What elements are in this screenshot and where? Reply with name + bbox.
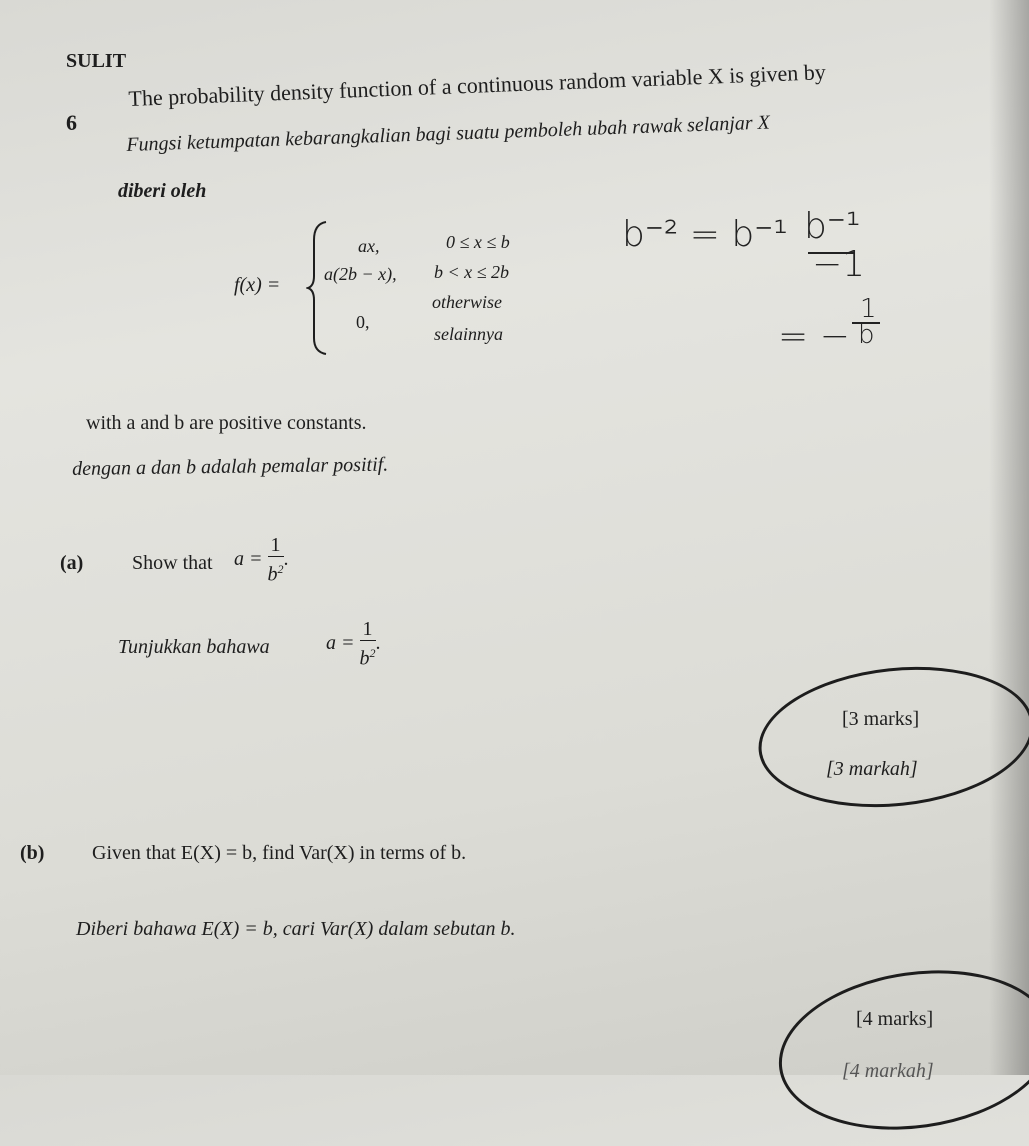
part-a-lhs-my: a = [326,631,355,654]
pdf-lhs: f(x) = [234,274,281,296]
part-a-num-my: 1 [360,618,376,641]
part-b-marks-my: [4 markah] [842,1060,934,1082]
sulit-label: SULIT [66,50,127,72]
part-a-label: (a) [60,552,84,574]
handwritten-result-den: b [858,320,875,350]
part-a-formula: a = $\frac{1}{b^2}$ . [234,534,289,586]
question-intro-my-2: diberi oleh [118,180,207,202]
question-number: 6 [66,110,77,135]
handwritten-frac-top: b⁻¹ [804,206,861,247]
handwritten-frac-bottom: −1 [812,244,866,285]
handwritten-result-prefix: = − [778,316,850,357]
question-intro-en: The probability density function of a continuous random variable X is given by [128,59,827,111]
part-a-formula-my: a = $\frac{1}{b^2}$ . [326,618,381,670]
part-b-marks-en: [4 marks] [856,1008,934,1030]
part-a-marks-my: [3 markah] [826,758,918,780]
part-b-text-my: Diberi bahawa E(X) = b, cari Var(X) dalam sebutan b. [76,918,516,940]
part-a-fraction-my [360,618,376,671]
part-a-lhs: a = [234,547,263,570]
question-intro-my: Fungsi ketumpatan kebarangkalian bagi suatu pemboleh ubah rawak selanjar X [126,111,771,156]
part-a-exp: 2 [277,562,284,576]
part-a-den-my: b [359,647,370,670]
pdf-case2-expr: a(2b − x), [324,264,397,284]
pdf-brace [306,220,328,356]
constants-en: with a and b are positive constants. [86,412,367,434]
pdf-case3-expr: 0, [356,312,370,332]
pdf-case1-cond: 0 ≤ x ≤ b [446,232,510,252]
part-a-marks-en: [3 marks] [842,708,920,730]
pdf-case3-cond-en: otherwise [432,292,502,312]
handwritten-equation: b⁻² = b⁻¹ [622,214,788,255]
handwritten-result-num: 1 [860,294,877,324]
part-a-exp-my: 2 [369,646,376,660]
part-a-den: b [267,563,278,586]
part-a-text-my: Tunjukkan bahawa [118,636,270,658]
part-a-fraction [268,534,284,587]
pdf-case1-expr: ax, [358,236,380,256]
part-b-text-en: Given that E(X) = b, find Var(X) in terms of b. [92,842,467,864]
marks-circle-b [768,954,1029,1146]
part-a-text-en: Show that [132,552,213,574]
page-edge-shadow [989,0,1029,1075]
constants-my: dengan a dan b adalah pemalar positif. [72,453,389,480]
part-a-num: 1 [268,534,284,557]
pdf-case3-cond-my: selainnya [434,324,503,344]
part-b-label: (b) [20,842,45,864]
marks-circle-a [752,654,1029,820]
pdf-case2-cond: b < x ≤ 2b [434,262,510,282]
